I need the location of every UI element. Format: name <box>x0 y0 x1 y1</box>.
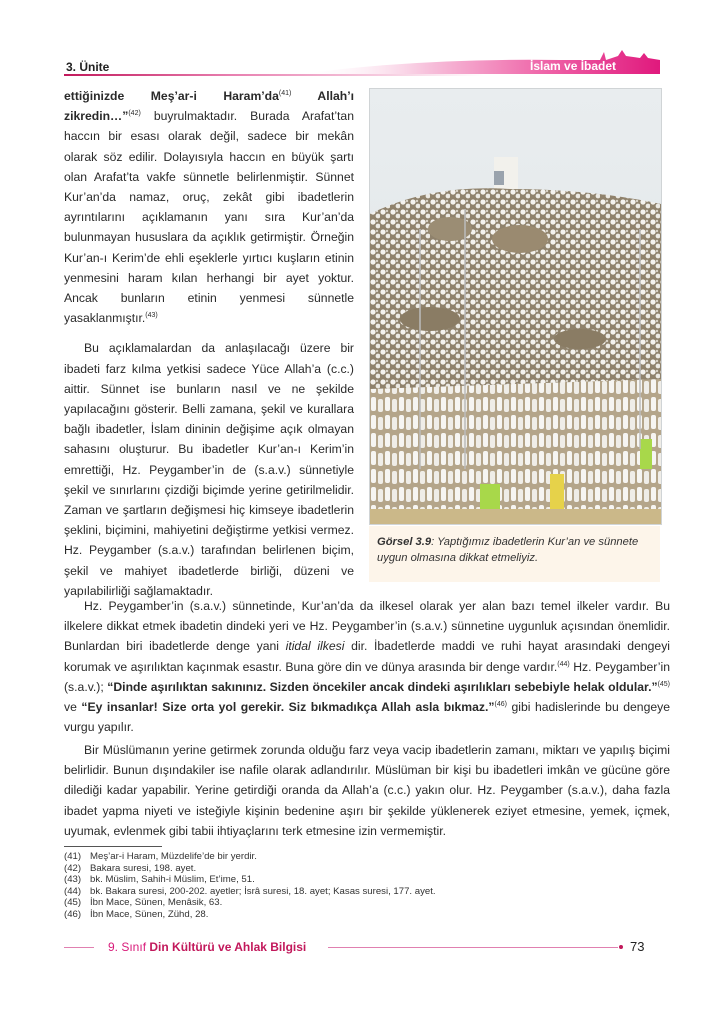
figure-caption <box>369 526 660 582</box>
footer-rule-right <box>328 947 618 948</box>
footnote-text: bk. Bakara suresi, 200-202. ayetler; İsrâ suresi, 18. ayet; Kasas suresi, 177. ayet. <box>90 885 436 897</box>
paragraph-4 <box>64 740 670 841</box>
header-underline <box>64 74 484 76</box>
footnote-item <box>64 909 436 921</box>
paragraph-text: dir. İbadetlerde maddi ve ruhi hayat arasındaki dengeyi korumak ve aşırılıktan kaçınmak esastır. Buna göre din ve dünya arasında bir denge vardır. <box>64 639 670 674</box>
footnote-number: (42) <box>64 862 82 874</box>
hadith-quote-2: “Ey insanlar! Size orta yol gerekir. Siz bıkmadıkça Allah asla bıkmaz.” <box>81 700 495 715</box>
footer-rule-left <box>64 947 94 948</box>
footnote-number: (41) <box>64 851 82 862</box>
footnote-divider <box>64 846 162 847</box>
unit-label: 3. Ünite <box>66 60 110 74</box>
paragraph-text: buyrulmaktadır. Burada Arafat’tan haccın bir esası olarak değil, sadece bir mekân olarak söz edilir. Dolayısıyla haccın en büyük şartı olan Arafat’ta vakfe sünnetle belirlenmiştir. Sünnet Kur’an’da namaz, oruç, zekât gibi ibadetlerin ayrıntılarını açıklamanın yanı sıra Kur’an’da bulunmayan hususlara da açıklık getirmiştir. Örneğin Kur’an-ı Kerim’de ehli eşeklerle yırtıcı kuşların etinin yenmesini haram kılan herhangi bir ayet yoktur. Ancak bunların etinin yenmesi sünnetle yasaklanmıştır. <box>64 109 354 326</box>
quote-bold: ettiğinizde Meş’ar-i Haram’da <box>64 89 279 103</box>
footnote-ref: (43) <box>145 312 158 320</box>
hadith-quote-1: “Dinde aşırılıktan sakınınız. Sizden öncekiler ancak dindeki aşırılıkları sebebiyle helak oldular.” <box>107 679 658 694</box>
footnote-item <box>64 863 436 875</box>
caption-label: Görsel 3.9 <box>377 536 432 548</box>
paragraph-text: Hz. Peygamber’in (s.a.v.) sünnetinde, Kur’an’da da ilkesel olarak yer alan bazı temel ilkeler vardır. Bu ilkelere dikkat etmek ibadetin dindeki yeri ve Hz. Peygamber’in (s.a.v.) sünnetine uygunluk açısından önemlidir. Bunlardan biri ibadetlerde denge yani <box>64 599 670 654</box>
footnote-text: İbn Mace, Sünen, Zühd, 28. <box>90 908 209 920</box>
paragraph-text: ve <box>64 700 82 715</box>
footnote-text: Meş’ar-i Haram, Müzdelife’de bir yerdir. <box>90 851 257 862</box>
footnote-ref: (42) <box>128 110 141 118</box>
footnote-number: (43) <box>64 874 82 886</box>
left-column <box>64 86 354 611</box>
paragraph-text: Bir Müslümanın yerine getirmek zorunda olduğu farz veya vacip ibadetlerin zamanı, miktarı ve yapılış biçimi belirlidir. Bunun dışındakiler ise nafile olarak adlandırılır. Müslüman bir kişi bu ibadetleri imkân ve gücüne göre dilediği kadar yapabilir. Yerine getirdiği oranda da Allah’a (c.c.) yakın olur. Hz. Peygamber (s.a.v.), daha fazla ibadet yapma niyeti ve isteğiyle kişinin bedenine aşırı bir şekilde yüklenerek eziyet etmesine, yemek, içmek, uyumak, evlenmek gibi tabii ihtiyaçlarını terk etmesine izin vermemiştir. <box>64 743 670 838</box>
footnote-ref: (46) <box>494 700 507 708</box>
footnote-number: (46) <box>64 908 82 920</box>
footer-grade: 9. Sınıf <box>108 940 150 954</box>
footer-book-title <box>108 940 306 954</box>
paragraph-3 <box>64 596 670 737</box>
figure-image <box>369 88 662 525</box>
page-number: 73 <box>630 939 645 954</box>
footnote-number: (44) <box>64 885 82 897</box>
footnote-item <box>64 874 436 886</box>
footnote-ref: (44) <box>557 660 570 668</box>
footnote-item <box>64 886 436 898</box>
footnote-item <box>64 897 436 909</box>
paragraph-1 <box>64 86 354 328</box>
footnote-ref: (41) <box>278 89 292 97</box>
pilgrims-photo <box>370 89 661 524</box>
paragraph-2: Bu açıklamalardan da anlaşılacağı üzere bir ibadeti farz kılma yetkisi sadece Yüce Allah’a (c.c.) aittir. Sünnet ise bunların nasıl ve ne şekilde yapılacağını gösterir. Belli zamana, şekil ve kurallara bağlı ibadetler, İslam dininin değişime açık olmayan sahasını oluşturur. Bu ibadetler Kur’an-ı Kerim’in emrettiği, Hz. Peygamber’in de (s.a.v.) sünnetiyle şekil ve sınırlarını çizdiği biçimde yerine getirilmelidir. Zaman ve şartların değişmesi hiç kimseye ibadetlerin şeklini, biçimini, mahiyetini değiştirme yetkisi vermez. Hz. Peygamber (s.a.v.) tarafından belirlenen biçim, şekil ve mahiyet ibadetlerde birliği, düzeni ve yapılabilirliği sağlamaktadır. <box>64 341 354 598</box>
emphasis-term: itidal ilkesi <box>285 639 345 654</box>
quote-bold: Allah’ı zikredin…” <box>64 89 354 124</box>
section-title: İslam ve İbadet <box>530 59 617 73</box>
footnote-text: İbn Mace, Sünen, Menâsik, 63. <box>90 897 223 909</box>
footnote-text: Bakara suresi, 198. ayet. <box>90 862 197 874</box>
footnotes <box>64 851 436 921</box>
paragraph-text: Hz. Peygamber’in (s.a.v.); <box>64 659 670 694</box>
footnote-ref: (45) <box>657 680 671 688</box>
footer-title: Din Kültürü ve Ahlak Bilgisi <box>149 940 307 954</box>
footnote-item <box>64 851 436 863</box>
paragraph-text: gibi hadislerinde bu dengeye vurgu yapılır. <box>64 700 670 735</box>
footer-bullet-icon <box>619 945 623 949</box>
footnote-number: (45) <box>64 897 82 909</box>
footnote-text: bk. Müslim, Sahih-i Müslim, Et’ime, 51. <box>90 874 255 886</box>
caption-text: : Yaptığımız ibadetlerin Kur’an ve sünnete uygun olmasına dikkat etmeliyiz. <box>377 536 639 564</box>
